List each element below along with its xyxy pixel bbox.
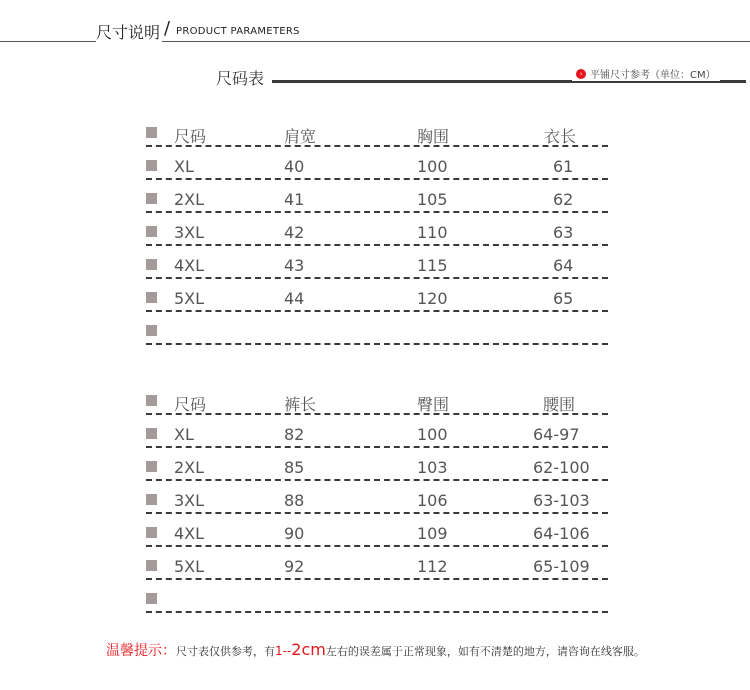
header-cell: 衣长 [544,127,577,146]
row-marker [146,560,157,571]
row-marker [146,160,157,171]
header-cell: 腰围 [543,395,576,414]
arrow-right-circle-icon: › [576,69,586,79]
table-cell: 100 [417,157,448,176]
row-marker [146,127,157,138]
table-cell: 90 [284,524,305,543]
row-marker [146,325,157,336]
table-cell: 109 [417,524,448,543]
table-cell: 88 [284,491,305,510]
table-cell: 40 [284,157,305,176]
header-cell: 肩宽 [284,127,317,146]
tip-label: 温馨提示： [106,643,176,659]
table-cell: 105 [417,190,448,209]
table-cell: 65 [553,289,574,308]
row-marker [146,428,157,439]
table-cell: 92 [284,557,305,576]
table-cell: 42 [284,223,305,242]
table-cell: XL [174,157,194,176]
table-cell: 120 [417,289,448,308]
tip-range-prefix: 1-- [275,644,292,658]
table-cell: 115 [417,256,448,275]
tip-range: 2cm [291,640,326,659]
tip-text-after: 左右的误差属于正常现象，如有不清楚的地方，请咨询在线客服。 [325,645,645,658]
table-row [146,547,608,580]
table-row [146,481,608,514]
tip-text-before: 尺寸表仅供参考，有 [176,645,275,658]
row-marker [146,527,157,538]
table-cell: 2XL [174,190,205,209]
row-marker [146,292,157,303]
size-reference-note [572,66,720,81]
header-slash: / [164,18,171,39]
table-row [146,180,608,213]
table-cell: 82 [284,425,305,444]
table-row [146,448,608,481]
table-cell: XL [174,425,194,444]
table-cell: 64-97 [533,425,580,444]
table-cell: 106 [417,491,448,510]
row-marker [146,494,157,505]
table-row [146,246,608,279]
table-cell: 4XL [174,524,205,543]
header-cell: 臀围 [417,395,450,414]
row-marker [146,461,157,472]
table-cell: 64 [553,256,574,275]
size-table-bottom [146,382,608,613]
table-cell: 41 [284,190,305,209]
size-reference-text: 平铺尺寸参考（单位：CM） [590,70,716,81]
table-cell: 63 [553,223,574,242]
row-marker [146,259,157,270]
table-cell: 61 [553,157,574,176]
table-row-empty [146,580,608,613]
table-cell: 103 [417,458,448,477]
table-cell: 3XL [174,491,205,510]
row-marker [146,395,157,406]
table-row-empty [146,312,608,345]
table-cell: 85 [284,458,305,477]
table-cell: 4XL [174,256,205,275]
table-cell: 110 [417,223,448,242]
table-cell: 44 [284,289,305,308]
header-title: 尺寸说明 [96,20,162,43]
table-cell: 65-109 [533,557,590,576]
table-cell: 2XL [174,458,205,477]
table-row [146,213,608,246]
table-cell: 64-106 [533,524,590,543]
table-cell: 62 [553,190,574,209]
header-cell: 尺码 [174,395,207,414]
size-table-top [146,114,608,345]
table-row [146,147,608,180]
table-row [146,415,608,448]
size-tip-note [106,640,645,660]
header-cell: 胸围 [417,127,450,146]
table-header-row [146,114,608,147]
table-cell: 43 [284,256,305,275]
table-cell: 5XL [174,289,205,308]
table-cell: 100 [417,425,448,444]
page-header [0,18,750,44]
table-cell: 3XL [174,223,205,242]
table-cell: 62-100 [533,458,590,477]
table-cell: 112 [417,557,448,576]
table-header-row [146,382,608,415]
header-cell: 尺码 [174,127,207,146]
row-marker [146,593,157,604]
table-cell: 5XL [174,557,205,576]
table-cell: 63-103 [533,491,590,510]
header-subtitle: PRODUCT PARAMETERS [176,26,300,37]
header-cell: 裤长 [284,395,317,414]
row-marker [146,226,157,237]
size-chart-title: 尺码表 [216,69,265,88]
table-row [146,514,608,547]
row-marker [146,193,157,204]
table-row [146,279,608,312]
